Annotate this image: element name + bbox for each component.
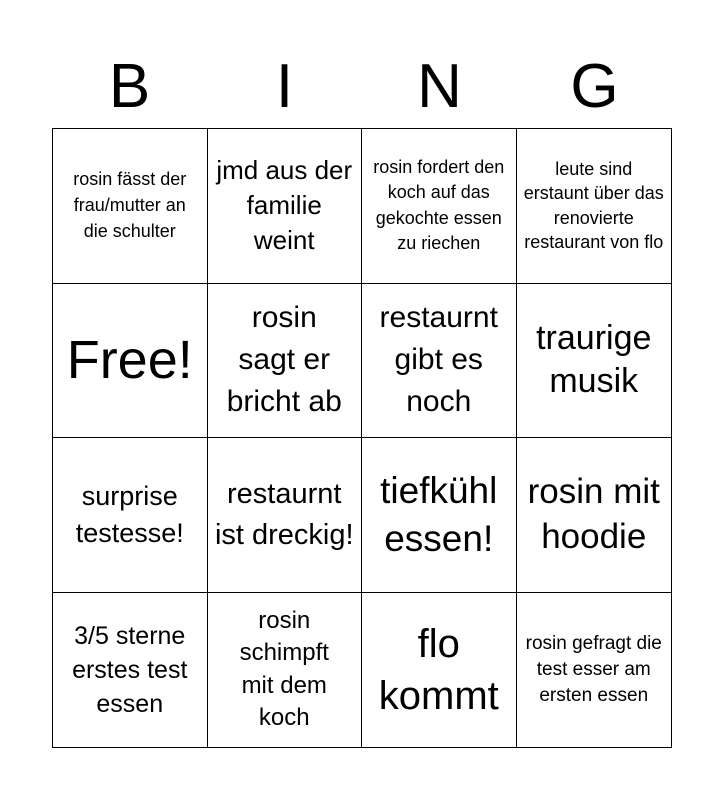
bingo-cell[interactable] [208, 129, 363, 284]
bingo-cell-text: jmd aus der familie weint [216, 154, 353, 256]
bingo-grid [52, 128, 672, 748]
bingo-cell[interactable] [208, 284, 363, 439]
bingo-cell-text: restaurnt gibt es noch [379, 301, 498, 419]
bingo-cell[interactable] [53, 129, 208, 284]
free-space-text: Free! [66, 329, 193, 390]
bingo-cell-text: traurige musik [536, 318, 652, 401]
header-letter-i: I [275, 52, 294, 121]
bingo-cell[interactable] [208, 438, 363, 593]
bingo-cell-text: rosin gefragt die test esser am ersten essen [525, 633, 662, 706]
bingo-cell[interactable] [53, 438, 208, 593]
bingo-cell[interactable] [517, 284, 672, 439]
bingo-cell[interactable] [517, 593, 672, 748]
bingo-cell-text: leute sind erstaunt über das renovierte restaurant von flo [523, 158, 664, 253]
bingo-cell-free[interactable] [53, 284, 208, 439]
bingo-cell-text: tiefkühl essen! [380, 470, 498, 559]
bingo-cell[interactable] [362, 593, 517, 748]
bingo-cell[interactable] [208, 593, 363, 748]
bingo-cell-text: flo kommt [378, 621, 499, 718]
header-letter-n: N [417, 52, 462, 121]
bingo-cell[interactable] [362, 129, 517, 284]
header-letter-g: G [570, 52, 619, 121]
bingo-cell[interactable] [53, 593, 208, 748]
bingo-cell-text: rosin fordert den koch auf das gekochte essen zu riechen [373, 156, 505, 254]
bingo-cell-text: restaurnt ist dreckig! [214, 478, 354, 551]
bingo-cell[interactable] [517, 438, 672, 593]
bingo-cell[interactable] [362, 438, 517, 593]
header-letter-b: B [108, 52, 151, 121]
bingo-cell[interactable] [517, 129, 672, 284]
bingo-header [52, 48, 672, 126]
bingo-cell[interactable] [362, 284, 517, 439]
bingo-cell-text: rosin mit hoodie [527, 471, 660, 556]
bingo-cell-text: rosin sagt er bricht ab [226, 301, 342, 419]
bingo-cell-text: 3/5 sterne erstes test essen [72, 621, 188, 718]
bingo-cell-text: surprise testesse! [75, 481, 184, 548]
bingo-cell-text: rosin schimpft mit dem koch [239, 606, 329, 732]
bingo-cell-text: rosin fässt der frau/mutter an die schulter [73, 169, 187, 241]
